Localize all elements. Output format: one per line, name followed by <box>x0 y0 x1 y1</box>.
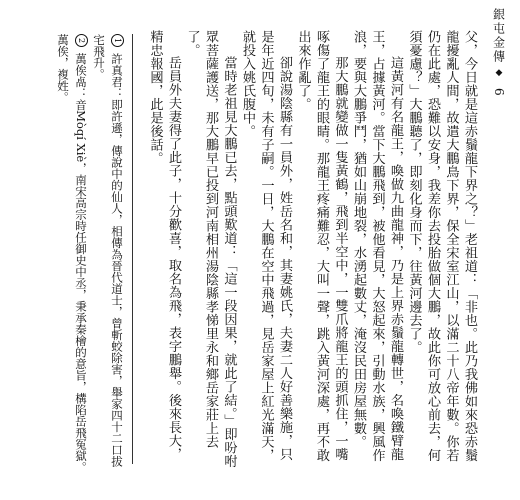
main-text <box>145 30 478 470</box>
paragraph: 那大鵬就變做一隻黃鶴，飛到半空中，一雙爪將龍王的頭抓住，一嘴啄傷了龍王的眼睛。那龍王疼痛難忍，大叫一聲，跳入黃河深處，再不敢出來作亂了。 <box>295 30 348 462</box>
book-title: 銀屯金傳 <box>491 8 506 64</box>
footnote-divider <box>132 34 133 464</box>
footnote-number: 1 <box>111 34 124 47</box>
running-header <box>486 8 512 98</box>
footnote <box>90 34 126 474</box>
footnote <box>54 34 90 474</box>
paragraph: 父，今日就是這赤鬚龍下界之？」老祖道：「非也。此乃我佛如來恐赤鬚龍擾亂人間，故遣大鵬鳥下界，保全宋室江山，以滿二十八帝年數。你若仍在此處，恐難以安身，我差你去投胎做個大鵬，故此你可放心前去，何須憂慮？」大鵬聽了，即刻化身而下，往黃河邊去了。 <box>406 30 477 462</box>
footnote-text: 許真君：即許遜，傳說中的仙人，相傳為晉代道士，曾斬蛟除害，舉家四十二口拔宅飛升。 <box>92 34 124 467</box>
paragraph: 卻說湯陰縣有一員外，姓岳名和，其妻姚氏，夫妻二人好善樂施，只是年近四旬，未有子嗣。一日，大鵬在空中飛過，見岳家屋上紅光滿天，就投入姚氏腹中。 <box>240 30 292 462</box>
paragraph: 岳員外夫妻得了此子，十分歡喜，取名為飛，表字鵬舉。後來長大，精忠報國，此是後話。 <box>147 30 181 462</box>
footnote-number: 2 <box>75 34 88 47</box>
page-number: 6 <box>492 88 506 98</box>
footnote-text: 萬俟卨：音Mòqí Xiè，南宋高宗時任御史中丞，秉承秦檜的意旨，構陷岳飛冤獄。萬俟，複姓。 <box>56 34 88 473</box>
paragraph: 這黃河有名龍王，喚做九曲龍神，乃是上界赤鬚龍轉世，名喚鐵臂龍王，占據黃河。當下大鵬飛到，被他看見，大怒起來，引動水族，興風作浪，要與大鵬爭鬥，猶如山崩地裂，水湧起數丈，淹沒民田房屋無數。 <box>351 30 403 462</box>
paragraph: 當時老祖見大鵬已去，點頭歎道：「這一段因果，就此了結。」即吩咐眾菩薩護送，那大鵬早已投到河南相州湯陰縣孝悌里永和鄉岳家莊上去了。 <box>184 30 237 469</box>
diamond-ornament-icon: ◆ <box>494 68 504 80</box>
footnotes <box>8 34 126 474</box>
